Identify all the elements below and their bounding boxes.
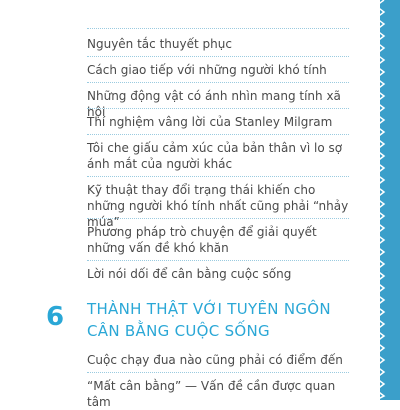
chapter-title-line1: THÀNH THẬT VỚI TUYÊN NGÔN	[87, 300, 331, 318]
chapter-item: Cuộc chạy đua nào cũng phải có điểm đến	[87, 353, 343, 367]
chapter-title-line2: CÂN BẰNG CUỘC SỐNG	[87, 322, 270, 340]
toc-separator	[87, 218, 349, 219]
toc-separator	[87, 28, 349, 29]
toc-item: Lời nói dối để cân bằng cuộc sống	[87, 267, 292, 281]
zigzag-border	[372, 0, 384, 400]
chapter-number: 6	[46, 302, 65, 332]
toc-item: Kỹ thuật thay đổi trạng thái khiến cho những người khó tính nhất cũng phải “nhảy múa”	[87, 183, 349, 229]
toc-item: Thí nghiệm vâng lời của Stanley Milgram	[87, 115, 333, 129]
toc-item: Nguyên tắc thuyết phục	[87, 37, 232, 51]
chapter-item: “Mất cân bằng” — Vấn đề cần được quan tâm	[87, 379, 336, 409]
toc-item: Phương pháp trò chuyện để giải quyết những vấn đề khó khăn	[87, 225, 317, 255]
toc-separator	[87, 108, 349, 109]
toc-separator	[87, 82, 349, 83]
toc-separator	[87, 56, 349, 57]
toc-item: Những động vật có ánh nhìn mang tính xã hội	[87, 89, 341, 119]
toc-separator	[87, 260, 349, 261]
chapter-title	[87, 298, 331, 342]
toc-separator	[87, 134, 349, 135]
toc-item: Tôi che giấu cảm xúc của bản thân vì lo sợ ánh mắt của người khác	[87, 141, 343, 171]
toc-item: Cách giao tiếp với những người khó tính	[87, 63, 327, 77]
toc-separator	[87, 176, 349, 177]
toc-separator	[87, 372, 349, 373]
